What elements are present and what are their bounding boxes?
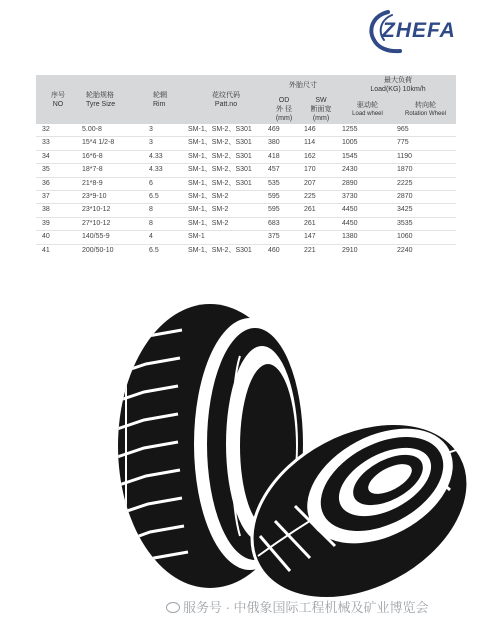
cell-tyre-size: 15*4 1/2-8 bbox=[80, 137, 147, 150]
header-no: 序号 NO bbox=[36, 75, 80, 124]
cell-drive-load: 2430 bbox=[340, 164, 395, 177]
cell-od: 380 bbox=[266, 137, 302, 150]
table-row bbox=[36, 124, 456, 137]
solid-tyres-illustration bbox=[90, 296, 480, 601]
cell-od: 457 bbox=[266, 164, 302, 177]
header-max-load: 最大负荷 Load(KG) 10km/h bbox=[340, 75, 456, 95]
cell-drive-load: 1545 bbox=[340, 150, 395, 163]
cell-no: 32 bbox=[36, 124, 80, 137]
cell-tyre-size: 5.00-8 bbox=[80, 124, 147, 137]
header-dimensions: 外胎尺寸 bbox=[266, 75, 340, 95]
table-row bbox=[36, 231, 456, 244]
cell-pattern: SM-1、SM-2、S301 bbox=[186, 164, 266, 177]
cell-rim: 4.33 bbox=[147, 164, 186, 177]
cell-od: 683 bbox=[266, 217, 302, 230]
cell-pattern: SM-1、SM-2、S301 bbox=[186, 124, 266, 137]
cell-sw: 261 bbox=[302, 217, 340, 230]
cell-tyre-size: 18*7-8 bbox=[80, 164, 147, 177]
cell-tyre-size: 27*10-12 bbox=[80, 217, 147, 230]
header-sw: SW 断面宽 (mm) bbox=[302, 95, 340, 124]
cell-no: 40 bbox=[36, 231, 80, 244]
cell-no: 37 bbox=[36, 191, 80, 204]
cell-tyre-size: 16*6-8 bbox=[80, 150, 147, 163]
table-row bbox=[36, 164, 456, 177]
cell-tyre-size: 23*9-10 bbox=[80, 191, 147, 204]
table-row bbox=[36, 191, 456, 204]
cell-tyre-size: 200/50-10 bbox=[82, 246, 114, 254]
cell-rim: 4 bbox=[147, 231, 186, 244]
cell-tyre-size: 140/55-9 bbox=[80, 231, 147, 244]
cell-no: 34 bbox=[36, 150, 80, 163]
cell-pattern: SM-1 bbox=[186, 231, 266, 244]
cell-sw: 225 bbox=[302, 191, 340, 204]
cell-od: 418 bbox=[266, 150, 302, 163]
cell-no: 39 bbox=[36, 217, 80, 230]
cell-drive-load: 4450 bbox=[340, 217, 395, 230]
cell-rotation-load: 3535 bbox=[395, 217, 456, 230]
cell-pattern: SM-1、SM-2 bbox=[186, 204, 266, 217]
cell-drive-load: 2890 bbox=[340, 177, 395, 190]
cell-od: 595 bbox=[266, 191, 302, 204]
cell-rim: 6.5 bbox=[149, 246, 159, 254]
cell-drive-load: 1380 bbox=[340, 231, 395, 244]
cell-no: 36 bbox=[36, 177, 80, 190]
cell-od: 460 bbox=[268, 246, 280, 254]
cell-rotation-load: 2240 bbox=[397, 246, 413, 254]
table-row bbox=[36, 217, 456, 230]
cell-rotation-load: 2870 bbox=[395, 191, 456, 204]
cell-no: 38 bbox=[36, 204, 80, 217]
header-tyre-size: 轮胎规格 Tyre Size bbox=[80, 75, 147, 124]
cell-od: 469 bbox=[266, 124, 302, 137]
cell-pattern: SM-1、SM-2、S301 bbox=[186, 150, 266, 163]
cell-rim: 6.5 bbox=[147, 191, 186, 204]
logo-text: ZHEFA bbox=[382, 19, 456, 42]
header-rim: 轮辋 Rim bbox=[147, 75, 186, 124]
cell-tyre-size: 21*8-9 bbox=[80, 177, 147, 190]
cell-rotation-load: 965 bbox=[395, 124, 456, 137]
cell-drive-load: 3730 bbox=[340, 191, 395, 204]
header-rotation-wheel: 转向轮 Rotation Wheel bbox=[395, 95, 456, 124]
cell-pattern: SM-1、SM-2、S301 bbox=[186, 177, 266, 190]
table-body bbox=[36, 124, 456, 257]
cell-no: 33 bbox=[36, 137, 80, 150]
cell-rim: 8 bbox=[147, 204, 186, 217]
brand-logo bbox=[366, 6, 474, 56]
cell-rim: 8 bbox=[147, 217, 186, 230]
cell-tyre-size: 23*10-12 bbox=[80, 204, 147, 217]
cell-sw: 170 bbox=[302, 164, 340, 177]
cell-sw: 221 bbox=[304, 246, 316, 254]
cell-sw: 207 bbox=[302, 177, 340, 190]
table-row bbox=[36, 137, 456, 150]
cell-sw: 162 bbox=[302, 150, 340, 163]
cell-sw: 147 bbox=[302, 231, 340, 244]
cell-pattern: SM-1、SM-2、S301 bbox=[186, 137, 266, 150]
cell-pattern: SM-1、SM-2、S301 bbox=[188, 246, 252, 254]
cell-pattern: SM-1、SM-2 bbox=[186, 217, 266, 230]
header-drive-wheel: 驱动轮 Load wheel bbox=[340, 95, 395, 124]
cell-rotation-load: 1190 bbox=[395, 150, 456, 163]
cell-sw: 261 bbox=[302, 204, 340, 217]
wechat-icon bbox=[166, 602, 180, 613]
cell-rim: 4.33 bbox=[147, 150, 186, 163]
cell-drive-load: 1255 bbox=[340, 124, 395, 137]
table-row bbox=[36, 204, 456, 217]
cell-sw: 114 bbox=[302, 137, 340, 150]
tyre-spec-table bbox=[36, 75, 456, 257]
table-row bbox=[36, 177, 456, 190]
cell-od: 535 bbox=[266, 177, 302, 190]
watermark bbox=[166, 597, 429, 616]
table-header bbox=[36, 75, 456, 124]
cell-drive-load: 4450 bbox=[340, 204, 395, 217]
cell-rotation-load: 775 bbox=[395, 137, 456, 150]
cell-rim: 3 bbox=[147, 137, 186, 150]
cell-rotation-load: 1060 bbox=[395, 231, 456, 244]
watermark-text: 服务号 · 中俄象国际工程机械及矿业博览会 bbox=[183, 600, 429, 615]
cell-rim: 6 bbox=[147, 177, 186, 190]
cell-od: 595 bbox=[266, 204, 302, 217]
table-row bbox=[36, 150, 456, 163]
cell-rim: 3 bbox=[147, 124, 186, 137]
cell-pattern: SM-1、SM-2 bbox=[186, 191, 266, 204]
cell-drive-load: 2910 bbox=[342, 246, 358, 254]
cell-no: 41 bbox=[42, 246, 50, 254]
cell-rotation-load: 1870 bbox=[395, 164, 456, 177]
table-row bbox=[36, 244, 456, 257]
cell-drive-load: 1005 bbox=[340, 137, 395, 150]
cell-rotation-load: 3425 bbox=[395, 204, 456, 217]
cell-sw: 146 bbox=[302, 124, 340, 137]
header-od: OD 外 径 (mm) bbox=[266, 95, 302, 124]
cell-no: 35 bbox=[36, 164, 80, 177]
cell-od: 375 bbox=[266, 231, 302, 244]
header-pattern: 花纹代码 Patt.no bbox=[186, 75, 266, 124]
cell-rotation-load: 2225 bbox=[395, 177, 456, 190]
